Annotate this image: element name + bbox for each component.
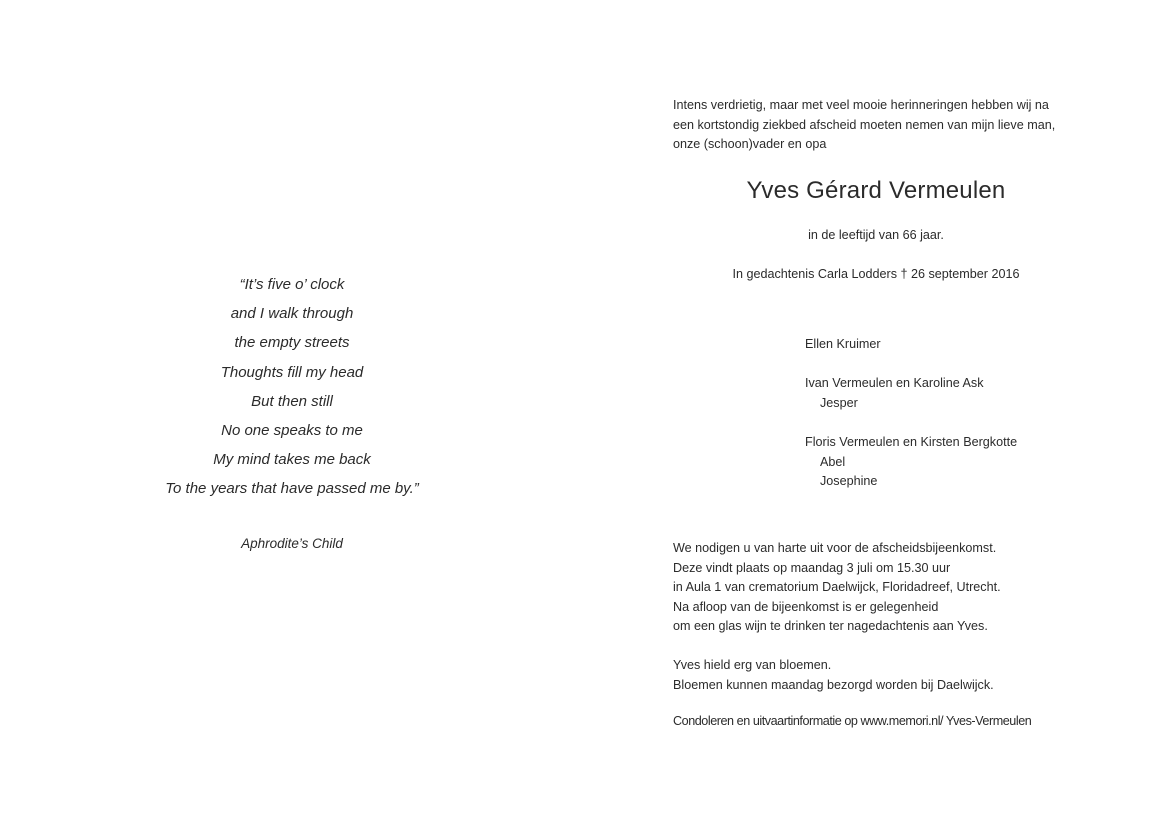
flowers-line: Yves hield erg van bloemen. [673, 658, 832, 672]
intro-line: onze (schoon)vader en opa [673, 137, 827, 152]
poem-attribution: Aphrodite’s Child [241, 536, 343, 551]
family-group [805, 374, 1017, 413]
intro-line: Intens verdrietig, maar met veel mooie herinneringen hebben wij na [673, 98, 1049, 112]
family-group [805, 433, 1017, 492]
flowers-text [673, 656, 1143, 695]
invitation-line: in Aula 1 van crematorium Daelwijck, Floridadreef, Utrecht. [673, 580, 1001, 595]
age-line: in de leeftijd van 66 jaar. [808, 228, 944, 242]
invitation-line: We nodigen u van harte uit voor de afscheidsbijeenkomst. [673, 541, 997, 555]
family-group-spouse [805, 335, 1017, 355]
flowers-line: Bloemen kunnen maandag bezorgd worden bij Daelwijck. [673, 677, 994, 692]
grandchild-name: Abel [820, 454, 846, 469]
poem-line: and I walk through [230, 305, 354, 323]
poem-line: My mind takes me back [213, 451, 371, 469]
family-list [805, 335, 1017, 511]
invitation-line: Deze vindt plaats op maandag 3 juli om 15.30 uur [673, 560, 951, 575]
couple-name: Floris Vermeulen en Kirsten Bergkotte [805, 434, 1018, 449]
poem [0, 270, 584, 504]
deceased-name: Yves Gérard Vermeulen [746, 177, 1006, 204]
intro-text [673, 96, 1093, 155]
spouse-name: Ellen Kruimer [805, 337, 881, 351]
poem-line: No one speaks to me [221, 422, 363, 440]
poem-line: “It’s five o’ clock [239, 276, 345, 293]
invitation-text [673, 539, 1143, 637]
invitation-line: om een glas wijn te drinken ter nagedachtenis aan Yves. [673, 619, 988, 634]
poem-line: the empty streets [234, 334, 350, 352]
left-page [0, 0, 584, 827]
condolence-link-text: Condoleren en uitvaartinformatie op www.memori.nl/ Yves-Vermeulen [673, 714, 1032, 728]
poem-line: Thoughts fill my head [220, 363, 364, 381]
grandchild-name: Josephine [820, 474, 878, 489]
poem-line: But then still [251, 392, 333, 410]
poem-line: To the years that have passed me by.” [165, 480, 419, 498]
grandchild-name: Jesper [820, 395, 858, 410]
right-page [584, 0, 1169, 827]
couple-name: Ivan Vermeulen en Karoline Ask [805, 376, 984, 391]
memorial-line: In gedachtenis Carla Lodders † 26 september 2016 [732, 267, 1020, 281]
intro-line: een kortstondig ziekbed afscheid moeten nemen van mijn lieve man, [673, 117, 1056, 132]
invitation-line: Na afloop van de bijeenkomst is er gelegenheid [673, 599, 939, 614]
